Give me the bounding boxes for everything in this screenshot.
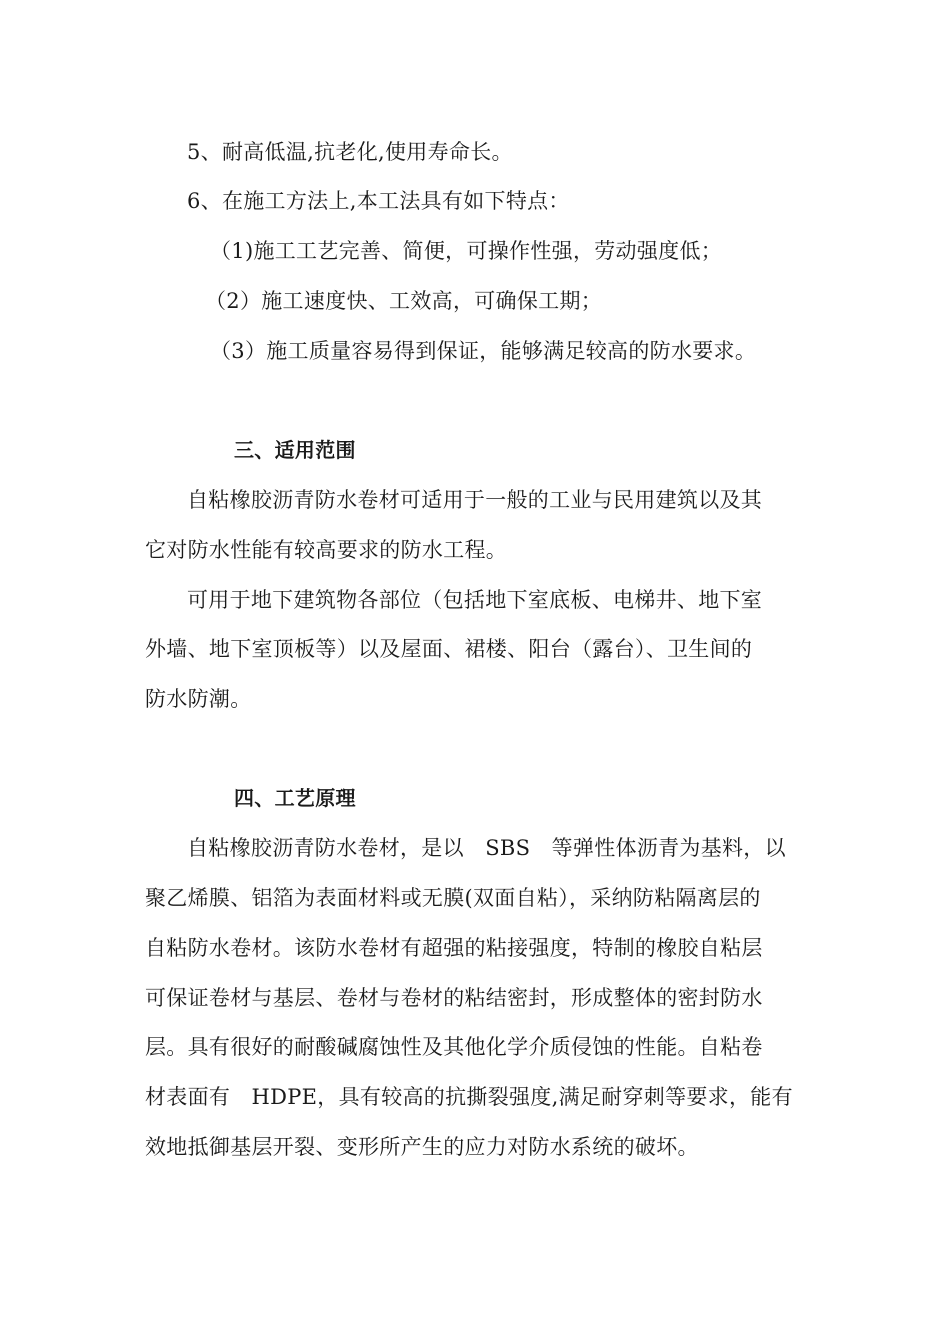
paragraph-line: 可用于地下建筑物各部位（包括地下室底板、电梯井、地下室 bbox=[187, 588, 763, 612]
section-heading-scope: 三、适用范围 bbox=[234, 438, 356, 462]
paragraph-line: 聚乙烯膜、铝箔为表面材料或无膜(双面自粘），采纳防粘隔离层的 bbox=[145, 886, 761, 910]
paragraph-line: 自粘橡胶沥青防水卷材可适用于一般的工业与民用建筑以及其 bbox=[187, 488, 763, 512]
list-item-5: 5、耐高低温,抗老化,使用寿命长。 bbox=[187, 140, 513, 164]
paragraph-line: 防水防潮。 bbox=[145, 687, 252, 711]
paragraph-line: 外墙、地下室顶板等）以及屋面、裙楼、阳台（露台）、卫生间的 bbox=[145, 637, 753, 661]
paragraph-line: 自粘防水卷材。该防水卷材有超强的粘接强度，特制的橡胶自粘层 bbox=[145, 936, 763, 960]
sub-item-3: （3）施工质量容易得到保证，能够满足较高的防水要求。 bbox=[210, 339, 757, 363]
paragraph-line: 材表面有 HDPE，具有较高的抗撕裂强度,满足耐穿刺等要求，能有 bbox=[145, 1085, 793, 1109]
section-heading-principle: 四、工艺原理 bbox=[234, 786, 356, 810]
list-item-6: 6、在施工方法上,本工法具有如下特点： bbox=[187, 189, 570, 213]
paragraph-line: 可保证卷材与基层、卷材与卷材的粘结密封，形成整体的密封防水 bbox=[145, 986, 763, 1010]
paragraph-line: 自粘橡胶沥青防水卷材，是以 SBS 等弹性体沥青为基料，以 bbox=[187, 836, 786, 860]
paragraph-line: 它对防水性能有较高要求的防水工程。 bbox=[145, 538, 508, 562]
paragraph-line: 效地抵御基层开裂、变形所产生的应力对防水系统的破坏。 bbox=[145, 1135, 699, 1159]
sub-item-2: （2）施工速度快、工效高，可确保工期； bbox=[205, 289, 603, 313]
sub-item-1: （1)施工工艺完善、简便，可操作性强，劳动强度低； bbox=[210, 239, 723, 263]
paragraph-line: 层。具有很好的耐酸碱腐蚀性及其他化学介质侵蚀的性能。自粘卷 bbox=[145, 1035, 763, 1059]
